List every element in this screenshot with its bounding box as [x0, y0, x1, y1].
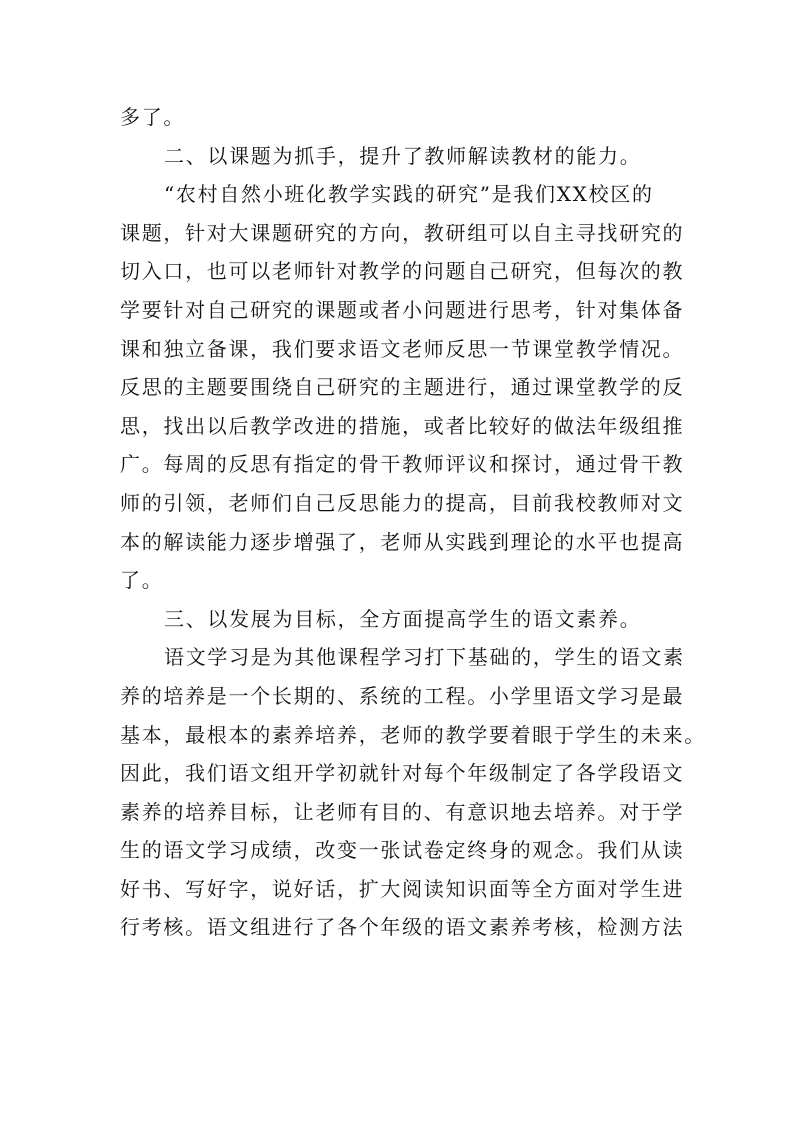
text-line: 了。	[120, 568, 164, 593]
text-line: 思，找出以后教学改进的措施，或者比较好的做法年级组推	[120, 413, 685, 438]
text-line: 养的培养是一个长期的、系统的工程。小学里语文学习是最	[120, 683, 685, 708]
text-line: 好书、写好字，说好话，扩大阅读知识面等全方面对学生进	[120, 876, 685, 901]
text-line: 因此，我们语文组开学初就针对每个年级制定了各学段语文	[120, 761, 685, 786]
text-line: 行考核。语文组进行了各个年级的语文素养考核，检测方法	[120, 915, 685, 940]
section-heading: 二、以课题为抓手，提升了教师解读教材的能力。	[164, 143, 642, 168]
text-line: 反思的主题要围绕自己研究的主题进行，通过课堂教学的反	[120, 375, 685, 400]
section-heading: 三、以发展为目标，全方面提高学生的语文素养。	[164, 606, 642, 631]
document-body	[120, 98, 706, 947]
text-line: 生的语文学习成绩，改变一张试卷定终身的观念。我们从读	[120, 838, 685, 863]
text-line: 课和独立备课，我们要求语文老师反思一节课堂教学情况。	[120, 336, 685, 361]
text-line: 多了。	[120, 105, 186, 129]
text-line: 切入口，也可以老师针对教学的问题自己研究，但每次的教	[120, 259, 685, 284]
text-line: 本的解读能力逐步增强了，老师从实践到理论的水平也提高	[120, 529, 685, 554]
text-line: “农村自然小班化教学实践的研究”是我们XX校区的	[164, 182, 654, 207]
text-line: 学要针对自己研究的课题或者小问题进行思考，针对集体备	[120, 297, 685, 322]
text-line: 广。每周的反思有指定的骨干教师评议和探讨，通过骨干教	[120, 452, 685, 477]
text-line: 语文学习是为其他课程学习打下基础的，学生的语文素	[164, 645, 685, 670]
text-line: 基本，最根本的素养培养，老师的教学要着眼于学生的未来。	[120, 722, 706, 747]
text-line: 师的引领，老师们自己反思能力的提高，目前我校教师对文	[120, 490, 685, 515]
text-line: 素养的培养目标，让老师有目的、有意识地去培养。对于学	[120, 799, 685, 824]
text-line: 课题，针对大课题研究的方向，教研组可以自主寻找研究的	[120, 220, 685, 245]
